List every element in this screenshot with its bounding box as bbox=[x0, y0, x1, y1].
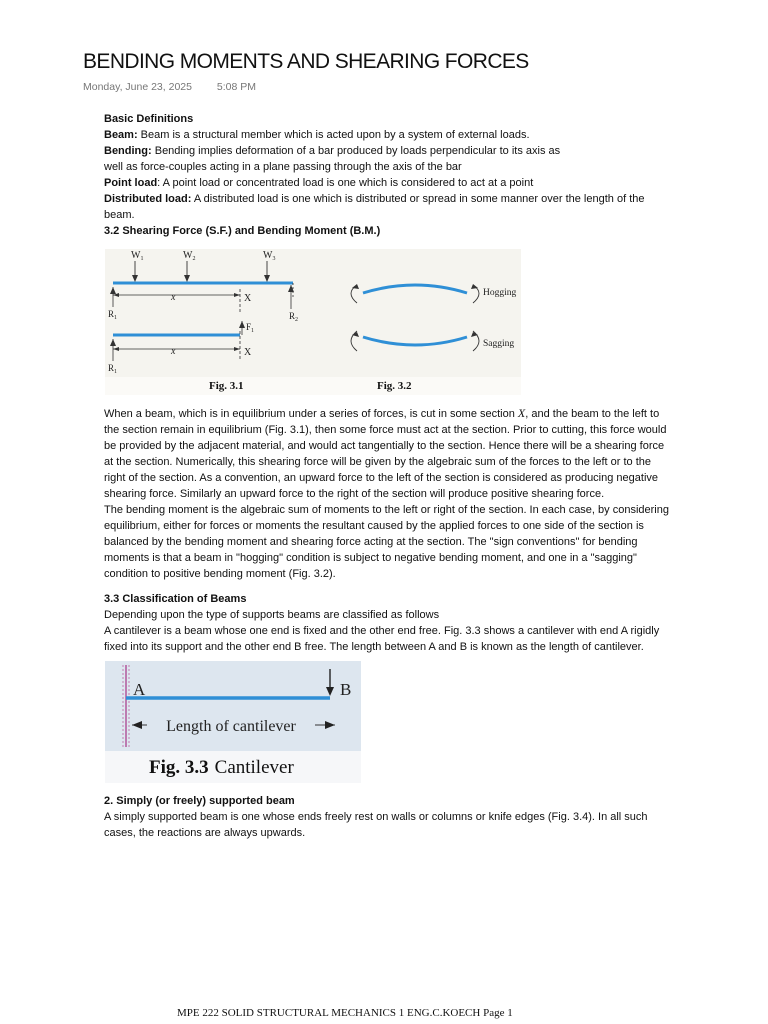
definitions-heading: Basic Definitions bbox=[104, 113, 194, 125]
point-load-text: : A point load or concentrated load is one which is considered to act at a point bbox=[157, 177, 534, 189]
bending-definition-cont: well as force-couples acting in a plane passing through the axis of the bar bbox=[104, 161, 462, 173]
section-33-heading: 3.3 Classification of Beams bbox=[104, 593, 247, 605]
bending-definition bbox=[104, 143, 672, 159]
spacer bbox=[104, 395, 672, 405]
beam-term: Beam: bbox=[104, 129, 138, 141]
distributed-load-text: A distributed load is one which is distributed or spread in some manner over the length of the beam. bbox=[104, 193, 645, 221]
w2-label: $W_2$ bbox=[183, 250, 196, 262]
spacer bbox=[104, 783, 672, 793]
page-date: Monday, June 23, 2025 bbox=[83, 81, 192, 93]
distributed-load-definition bbox=[104, 191, 672, 223]
distributed-load-term: Distributed load: bbox=[104, 193, 192, 205]
x-distance-label-2: x bbox=[171, 346, 176, 357]
figure-3-1-3-2 bbox=[105, 249, 521, 395]
page-footer: MPE 222 SOLID STRUCTURAL MECHANICS 1 ENG.C.KOECH Page 1 bbox=[177, 1007, 513, 1019]
bending-term: Bending: bbox=[104, 145, 152, 157]
end-a-label: A bbox=[133, 680, 146, 699]
r1-label: $R_1$ bbox=[108, 309, 118, 321]
length-label: Length of cantilever bbox=[166, 718, 296, 735]
fig-3-2-caption: Fig. 3.2 bbox=[377, 380, 412, 392]
point-load-definition bbox=[104, 175, 672, 191]
end-b-label: B bbox=[340, 680, 352, 699]
hogging-label: Hogging bbox=[483, 288, 517, 298]
page-time: 5:08 PM bbox=[216, 81, 256, 93]
spacer bbox=[104, 582, 672, 591]
w1-label: $W_1$ bbox=[131, 250, 144, 262]
r1-label-2: $R_1$ bbox=[108, 363, 118, 375]
page-dateline bbox=[83, 81, 256, 93]
simply-supported-paragraph: A simply supported beam is one whose ends freely rest on walls or columns or knife edges (Fig. 3.4). In all such cases, the reactions are always upwards. bbox=[104, 811, 648, 839]
r2-label: $R_2$ bbox=[289, 311, 299, 323]
beam-text: Beam is a structural member which is acted upon by a system of external loads. bbox=[137, 129, 530, 141]
section-x-label-2: X bbox=[244, 347, 252, 358]
shear-force-text-a: When a beam, which is in equilibrium under a series of forces, is cut in some section bbox=[104, 408, 518, 420]
f-label: $F_1$ bbox=[246, 322, 255, 334]
x-distance-label: x bbox=[171, 292, 176, 303]
sagging-label: Sagging bbox=[483, 339, 515, 349]
bending-moment-paragraph: The bending moment is the algebraic sum of moments to the left or right of the section. In each case, by considering equilibrium, either for forces or moments the resultant caused by the applied forces to one side of the section is balanced by the bending moment and shearing force acting at the section. The "sign conventions" for bending moments is that a beam in "hogging" condition is subject to negative bending moment, and one in a "sagging" condition to positive bending moment (Fig. 3.2). bbox=[104, 504, 669, 580]
beam-definition bbox=[104, 127, 672, 143]
simply-supported-heading: 2. Simply (or freely) supported beam bbox=[104, 795, 295, 807]
fig-3-1-caption: Fig. 3.1 bbox=[209, 380, 244, 392]
w3-label: $W_3$ bbox=[263, 250, 276, 262]
classification-intro: Depending upon the type of supports beams are classified as follows bbox=[104, 609, 440, 621]
note-body bbox=[104, 111, 672, 841]
figure-3-3-cantilever bbox=[105, 661, 361, 783]
fig-3-3-caption: Fig. 3.3 Cantilever bbox=[149, 757, 294, 778]
shear-force-text-b: , and the beam to the left to the section remain in equilibrium (Fig. 3.1), then some force must act at the section. Prior to cutting, this force would be provided by the adjacent material, and would act tangentially to the section. Hence there will be a shearing force at the section. Numerically, this shearing force will be given by the algebraic sum of the forces to the left or to the right of the section. As a convention, an upward force to the left of the section is considered as producing negative shearing force. Similarly an upward force to the right of the section will produce positive shearing force. bbox=[104, 408, 667, 500]
cantilever-paragraph: A cantilever is a beam whose one end is fixed and the other end free. Fig. 3.3 shows a cantilever with end A rigidly fixed into its support and the other end B free. The length between A and B is known as the length of cantilever. bbox=[104, 625, 660, 653]
shear-force-paragraph bbox=[104, 405, 672, 502]
section-32-heading: 3.2 Shearing Force (S.F.) and Bending Moment (B.M.) bbox=[104, 225, 381, 237]
point-load-term: Point load bbox=[104, 177, 158, 189]
bending-text: Bending implies deformation of a bar produced by loads perpendicular to its axis as bbox=[151, 145, 561, 157]
page-title: BENDING MOMENTS AND SHEARING FORCES bbox=[83, 50, 529, 73]
section-variable: X bbox=[517, 406, 526, 420]
section-x-label: X bbox=[244, 293, 252, 304]
